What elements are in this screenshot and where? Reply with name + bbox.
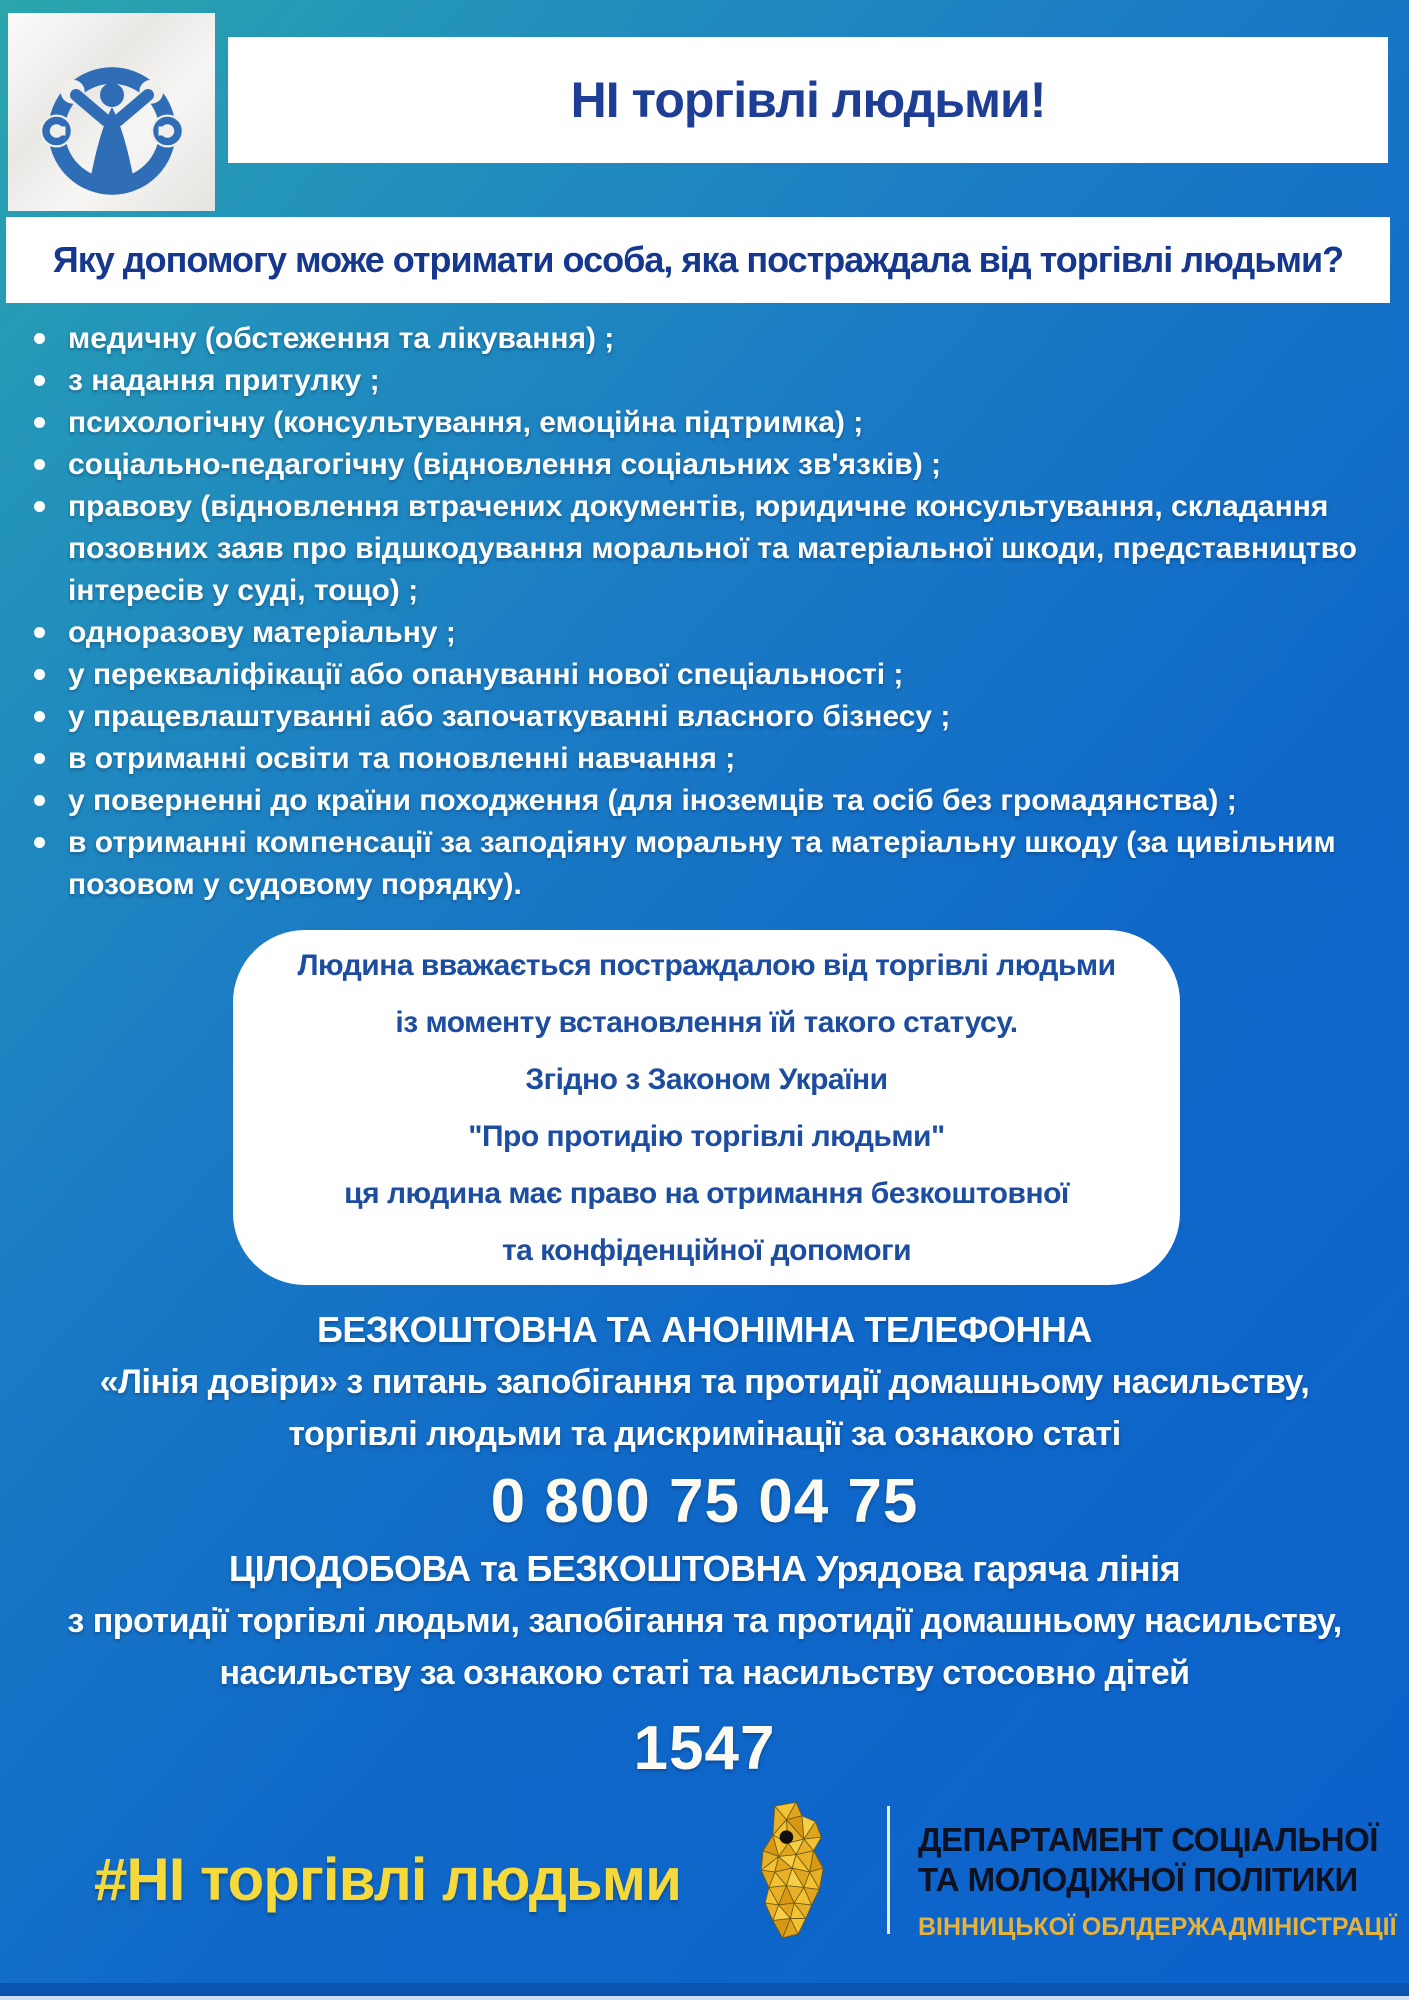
gov-hotline-section	[0, 1543, 1409, 1785]
law-line: Згідно з Законом України	[525, 1062, 888, 1096]
question-heading: Яку допомогу може отримати особа, яка постраждала від торгівлі людьми?	[52, 239, 1344, 280]
law-line: Людина вважається постраждалою від торгівлі людьми	[297, 948, 1116, 982]
benefits-list	[28, 318, 1392, 906]
law-info-box	[233, 930, 1180, 1285]
bottom-edge-line	[0, 1996, 1409, 2000]
department-name: ТА МОЛОДІЖНОЇ ПОЛІТИКИ	[918, 1861, 1358, 1898]
phone-number-1547: 1547	[633, 1714, 776, 1783]
bottom-strip	[0, 1983, 1409, 1996]
department-region: ВІННИЦЬКОЇ ОБЛДЕРЖАДМІНІСТРАЦІЇ	[918, 1913, 1397, 1941]
law-line: та конфіденційної допомоги	[501, 1233, 912, 1267]
list-item: в отриманні освіти та поновленні навчання ;	[28, 738, 1392, 780]
list-item: у працевлаштуванні або започаткуванні власного бізнесу ;	[28, 696, 1392, 738]
trust-line-text: «Лінія довіри» з питань запобігання та протидії домашньому насильству,	[99, 1363, 1310, 1401]
list-item: правову (відновлення втрачених документів, юридичне консультування, складання позовних заяв про відшкодування моральної та матеріальної шкоди, представництво інтересів у суді, тощо) ;	[28, 486, 1392, 612]
list-item: з надання притулку ;	[28, 360, 1392, 402]
list-item: медичну (обстеження та лікування) ;	[28, 318, 1392, 360]
page-title: НІ торгівлі людьми!	[570, 72, 1046, 128]
list-item: у перекваліфікації або опануванні нової спеціальності ;	[28, 654, 1392, 696]
counter-trafficking-emblem-icon	[37, 53, 187, 203]
org-logo	[8, 13, 215, 211]
trust-line-title: БЕЗКОШТОВНА ТА АНОНІМНА ТЕЛЕФОННА	[317, 1309, 1092, 1350]
department-name: ДЕПАРТАМЕНТ СОЦІАЛЬНОЇ	[918, 1821, 1378, 1858]
hashtag: #НІ торгівлі людьми	[94, 1846, 681, 1913]
law-line: "Про протидію торгівлі людьми"	[468, 1119, 945, 1153]
vinnytsia-region-map-icon	[736, 1798, 862, 1948]
gov-hotline-title: ЦІЛОДОБОВА та БЕЗКОШТОВНА Урядова гаряча лінія	[228, 1548, 1181, 1589]
footer-divider	[887, 1806, 890, 1934]
list-item: одноразову матеріальну ;	[28, 612, 1392, 654]
trust-line-section	[0, 1304, 1409, 1538]
list-item: психологічну (консультування, емоційна підтримка) ;	[28, 402, 1392, 444]
department-block	[918, 1820, 1397, 1947]
list-item: в отриманні компенсації за заподіяну моральну та матеріальну шкоду (за цивільним позовом у судовому порядку).	[28, 822, 1392, 906]
trust-line-text: торгівлі людьми та дискримінації за ознакою статі	[288, 1415, 1121, 1453]
question-banner	[6, 217, 1390, 303]
list-item: у поверненні до країни походження (для іноземців та осіб без громадянства) ;	[28, 780, 1392, 822]
title-bar	[228, 37, 1388, 163]
gov-hotline-text: насильству за ознакою статі та насильству стосовно дітей	[219, 1654, 1190, 1692]
gov-hotline-text: з протидії торгівлі людьми, запобігання та протидії домашньому насильству,	[67, 1602, 1342, 1640]
list-item: соціально-педагогічну (відновлення соціальних зв'язків) ;	[28, 444, 1392, 486]
law-line: ця людина має право на отримання безкоштовної	[344, 1176, 1069, 1210]
law-line: із моменту встановлення їй такого статусу.	[395, 1005, 1018, 1039]
phone-number-0800: 0 800 75 04 75	[490, 1467, 919, 1536]
